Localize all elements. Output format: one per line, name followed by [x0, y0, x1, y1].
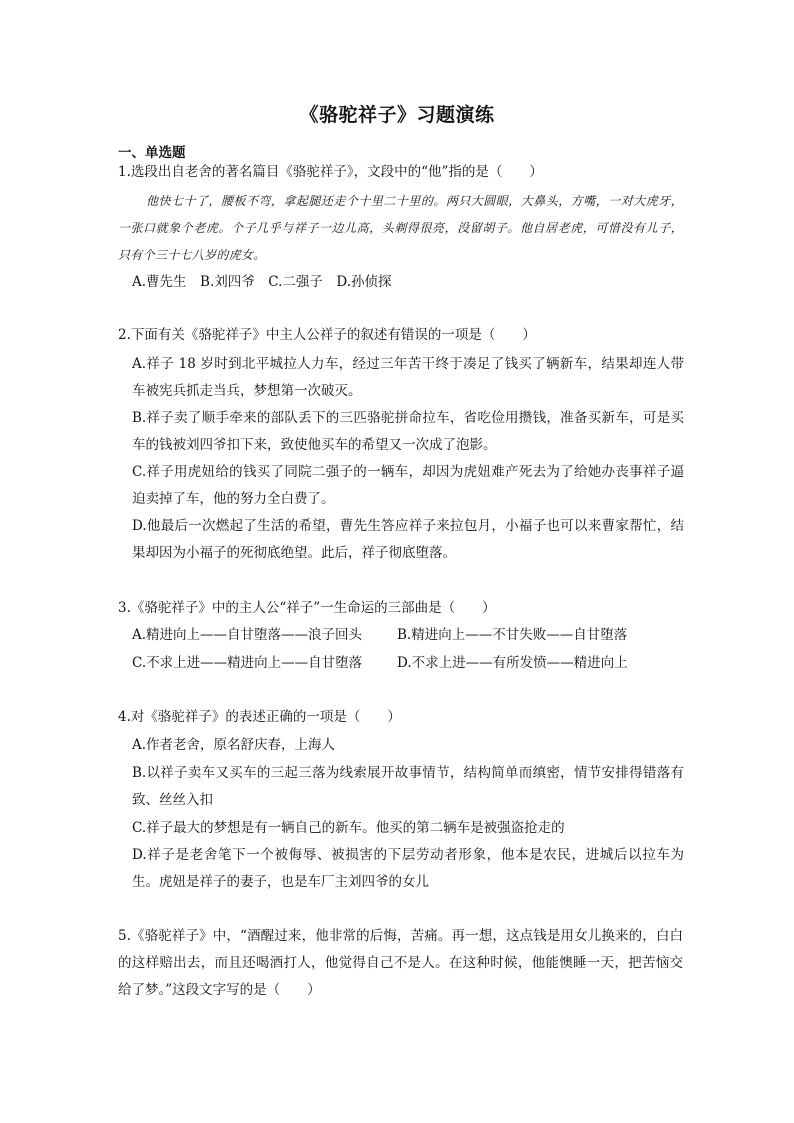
question-4-option-c: C.祥子最大的梦想是有一辆自己的新车。他买的第二辆车是被强盗抢走的: [132, 820, 565, 836]
question-2-option-a: A.祥子 18 岁时到北平城拉人力车，经过三年苦干终于凑足了钱买了辆新车，结果却连人带车被宪兵抓走当兵，梦想第一次破灭。: [132, 356, 684, 399]
question-2-option-b: B.祥子卖了顺手牵来的部队丢下的三匹骆驼拼命拉车，省吃俭用攒钱，准备买新车，可是买车的钱被刘四爷扣下来，致使他买车的希望又一次成了泡影。: [132, 410, 684, 453]
question-4-option-d: D.祥子是老舍笔下一个被侮辱、被损害的下层劳动者形象，他本是农民，进城后以拉车为生。虎妞是祥子的妻子，也是车厂主刘四爷的女儿: [132, 847, 684, 890]
question-3-option-d: D.不求上进——有所发愤——精进向上: [397, 655, 628, 671]
question-3-option-a: A.精进向上——自甘堕落——浪子回头: [132, 627, 363, 643]
page-title: 《骆驼祥子》习题演练: [299, 104, 495, 126]
question-3-option-b: B.精进向上——不甘失败——自甘堕落: [397, 627, 628, 643]
question-3-stem: 3.《骆驼祥子》中的主人公“祥子”一生命运的三部曲是（ ）: [118, 600, 496, 616]
question-5-stem: 5.《骆驼祥子》中，“酒醒过来，他非常的后悔，苦痛。再一想，这点钱是用女儿换来的，白白的这样赔出去，而且还喝酒打人，他觉得自己不是人。在这种时候，他能懊睡一天，把苦恼交给了梦。”这段文字写的是（ ）: [118, 928, 683, 998]
question-2-option-c: C.祥子用虎妞给的钱买了同院二强子的一辆车，却因为虎妞难产死去为了给她办丧事祥子逼迫卖掉了车，他的努力全白费了。: [132, 464, 684, 507]
question-4-option-b: B.以祥子卖车又买车的三起三落为线索展开故事情节，结构简单而缜密，情节安排得错落有致、丝丝入扣: [132, 765, 684, 808]
question-2-stem: 2.下面有关《骆驼祥子》中主人公祥子的叙述有错误的一项是（ ）: [118, 327, 536, 343]
question-1-passage: 他快七十了，腰板不弯，拿起腿还走个十里二十里的。两只大圆眼，大鼻头，方嘴，一对大虎牙，一张口就象个老虎。个子几乎与祥子一边儿高，头剃得很亮，没留胡子。他自居老虎，可惜没有儿子，只有个三十七八岁的虎女。: [118, 194, 683, 262]
question-3-option-c: C.不求上进——精进向上——自甘堕落: [132, 655, 363, 671]
question-1-options: A.曹先生 B.刘四爷 C.二强子 D.孙侦探: [132, 274, 392, 290]
question-1-stem: 1.选段出自老舍的著名篇目《骆驼祥子》，文段中的“他”指的是（ ）: [118, 164, 543, 180]
question-4-stem: 4.对《骆驼祥子》的表述正确的一项是（ ）: [118, 709, 401, 725]
question-4-option-a: A.作者老舍，原名舒庆春，上海人: [132, 737, 336, 753]
question-2-option-d: D.他最后一次燃起了生活的希望，曹先生答应祥子来拉包月，小福子也可以来曹家帮忙，结果却因为小福子的死彻底绝望。此后，祥子彻底堕落。: [132, 518, 684, 561]
section-heading: 一、单选题: [118, 145, 186, 161]
